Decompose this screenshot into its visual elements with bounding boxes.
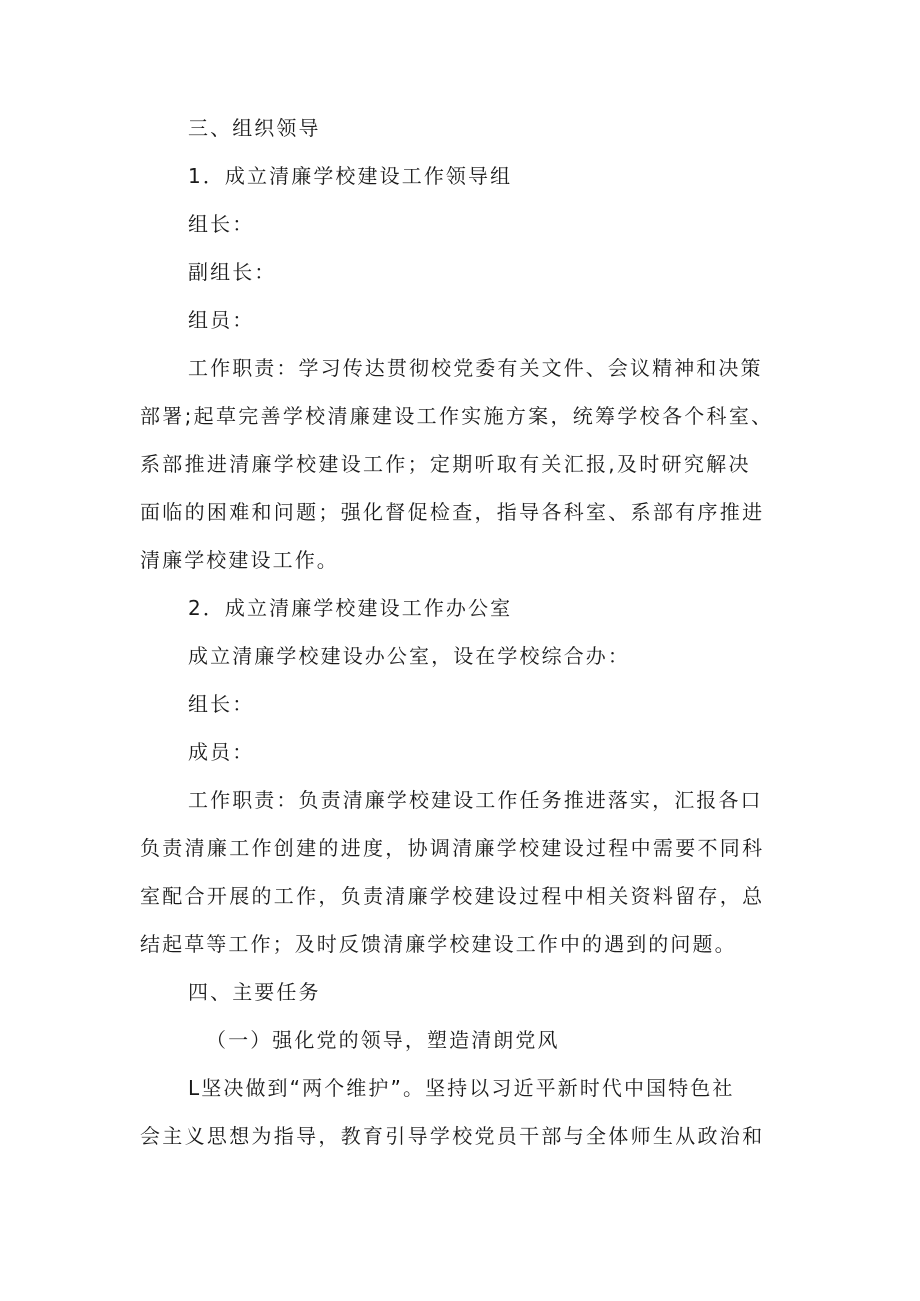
subheading-leadership-group: 1．成立清廉学校建设工作领导组 — [188, 164, 513, 188]
paragraph-line: 工作职责：负责清廉学校建设工作任务推进落实，汇报各口 — [188, 788, 763, 812]
subheading-party-leadership: （一）强化党的领导，塑造清朗党风 — [206, 1028, 560, 1052]
field-office-members: 成员： — [188, 740, 255, 764]
document-body — [140, 104, 790, 1160]
field-group-leader: 组长： — [188, 212, 255, 236]
field-group-members: 组员： — [188, 308, 255, 332]
paragraph-line: 系部推进清廉学校建设工作；定期听取有关汇报,及时研究解决 — [140, 452, 751, 476]
paragraph-line: 部署;起草完善学校清廉建设工作实施方案，统筹学校各个科室、 — [140, 404, 774, 428]
paragraph-line: 成立清廉学校建设办公室，设在学校综合办： — [188, 644, 630, 668]
field-deputy-leader: 副组长： — [188, 260, 277, 284]
paragraph-line: 室配合开展的工作，负责清廉学校建设过程中相关资料留存，总 — [140, 884, 765, 908]
paragraph-line: L坚决做到“两个维护”。坚持以习近平新时代中国特色社 — [188, 1076, 735, 1100]
subheading-office: 2．成立清廉学校建设工作办公室 — [188, 596, 513, 620]
paragraph-line: 面临的困难和问题；强化督促检查，指导各科室、系部有序推进 — [140, 500, 765, 524]
paragraph-line: 会主义思想为指导，教育引导学校党员干部与全体师生从政治和 — [140, 1124, 765, 1148]
section-heading-main-tasks: 四、主要任务 — [188, 980, 321, 1004]
paragraph-line: 清廉学校建设工作。 — [140, 548, 339, 572]
section-heading-organization: 三、组织领导 — [188, 116, 321, 140]
paragraph-line: 负责清廉工作创建的进度，协调清廉学校建设过程中需要不同科 — [140, 836, 765, 860]
paragraph-line: 结起草等工作；及时反馈清廉学校建设工作中的遇到的问题。 — [140, 932, 737, 956]
paragraph-line: 工作职责：学习传达贯彻校党委有关文件、会议精神和决策 — [188, 356, 763, 380]
field-office-leader: 组长： — [188, 692, 255, 716]
